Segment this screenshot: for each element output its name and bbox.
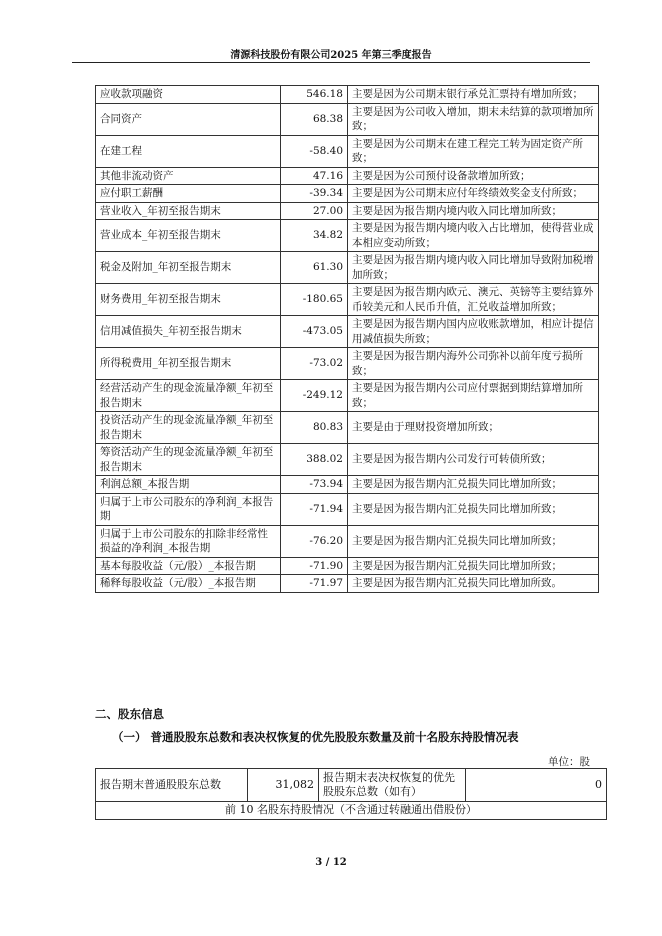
table-row <box>96 135 599 167</box>
item-name: 合同资产 <box>96 103 281 135</box>
change-reason: 主要是因为报告期内海外公司弥补以前年度亏损所致； <box>348 348 599 380</box>
change-percent: -71.90 <box>281 557 348 575</box>
change-percent: -39.34 <box>281 185 348 203</box>
table-row <box>96 493 599 525</box>
table-row <box>96 525 599 557</box>
change-percent: 27.00 <box>281 202 348 220</box>
table-row <box>96 575 599 593</box>
change-reasons-table <box>95 85 599 593</box>
change-percent: -473.05 <box>281 316 348 348</box>
change-reason: 主要是因为报告期内国内应收账款增加，相应计提信用减值损失所致； <box>348 316 599 348</box>
shareholder-summary-table <box>95 768 607 820</box>
table-row <box>96 769 607 802</box>
item-name: 营业成本_年初至报告期末 <box>96 220 281 252</box>
item-name: 营业收入_年初至报告期末 <box>96 202 281 220</box>
table-row <box>96 185 599 203</box>
change-reason: 主要是因为公司收入增加，期末未结算的款项增加所致； <box>348 103 599 135</box>
table-row <box>96 252 599 284</box>
change-reason: 主要是因为公司期末在建工程完工转为固定资产所致； <box>348 135 599 167</box>
change-reason: 主要是因为报告期内境内收入同比增加所致； <box>348 202 599 220</box>
change-reason: 主要是因为报告期内汇兑损失同比增加所致。 <box>348 575 599 593</box>
table-row <box>96 802 607 820</box>
change-percent: -76.20 <box>281 525 348 557</box>
item-name: 应收款项融资 <box>96 86 281 104</box>
change-reason: 主要是因为报告期内境内收入同比增加导致附加税增加所致； <box>348 252 599 284</box>
table-row <box>96 284 599 316</box>
table-row <box>96 380 599 412</box>
total-shareholders-label: 报告期末普通股股东总数 <box>96 769 248 802</box>
item-name: 信用减值损失_年初至报告期末 <box>96 316 281 348</box>
item-name: 应付职工薪酬 <box>96 185 281 203</box>
table-row <box>96 476 599 494</box>
change-reason: 主要是因为报告期内汇兑损失同比增加所致； <box>348 476 599 494</box>
change-reason: 主要是由于理财投资增加所致； <box>348 412 599 444</box>
item-name: 投资活动产生的现金流量净额_年初至报告期末 <box>96 412 281 444</box>
table-row <box>96 202 599 220</box>
change-percent: 61.30 <box>281 252 348 284</box>
change-reason: 主要是因为报告期内公司应付票据到期结算增加所致； <box>348 380 599 412</box>
change-reason: 主要是因为报告期内公司发行可转债所致； <box>348 444 599 476</box>
preferred-shareholders-label: 报告期末表决权恢复的优先股股东总数（如有） <box>319 769 466 802</box>
change-percent: -71.97 <box>281 575 348 593</box>
change-percent: -73.02 <box>281 348 348 380</box>
item-name: 财务费用_年初至报告期末 <box>96 284 281 316</box>
change-percent: 68.38 <box>281 103 348 135</box>
subsection-title: （一） 普通股股东总数和表决权恢复的优先股股东数量及前十名股东持股情况表 <box>112 730 519 744</box>
change-percent: -71.94 <box>281 493 348 525</box>
total-shareholders-value: 31,082 <box>248 769 319 802</box>
change-reason: 主要是因为公司预付设备款增加所致； <box>348 167 599 185</box>
table-row <box>96 220 599 252</box>
item-name: 归属于上市公司股东的扣除非经常性损益的净利润_本报告期 <box>96 525 281 557</box>
change-percent: 34.82 <box>281 220 348 252</box>
table-row <box>96 444 599 476</box>
table-row <box>96 103 599 135</box>
change-percent: -180.65 <box>281 284 348 316</box>
item-name: 基本每股收益（元/股）_本报告期 <box>96 557 281 575</box>
top10-caption: 前 10 名股东持股情况（不含通过转融通出借股份） <box>96 802 607 820</box>
change-percent: -249.12 <box>281 380 348 412</box>
section-title: 二、股东信息 <box>95 707 164 721</box>
page-number: 3 / 12 <box>315 857 347 868</box>
change-percent: 388.02 <box>281 444 348 476</box>
item-name: 所得税费用_年初至报告期末 <box>96 348 281 380</box>
table-row <box>96 167 599 185</box>
change-percent: 546.18 <box>281 86 348 104</box>
item-name: 筹资活动产生的现金流量净额_年初至报告期末 <box>96 444 281 476</box>
table-row <box>96 86 599 104</box>
change-reason: 主要是因为报告期内欧元、澳元、英镑等主要结算外币较美元和人民币升值，汇兑收益增加所致； <box>348 284 599 316</box>
change-reason: 主要是因为报告期内汇兑损失同比增加所致； <box>348 493 599 525</box>
change-reason: 主要是因为报告期内汇兑损失同比增加所致； <box>348 525 599 557</box>
item-name: 在建工程 <box>96 135 281 167</box>
change-reason: 主要是因为公司期末应付年终绩效奖金支付所致； <box>348 185 599 203</box>
table-row <box>96 348 599 380</box>
change-percent: -73.94 <box>281 476 348 494</box>
report-header-title: 清源科技股份有限公司2025 年第三季度报告 <box>230 50 432 61</box>
table-row <box>96 316 599 348</box>
unit-label: 单位：股 <box>548 756 590 768</box>
item-name: 归属于上市公司股东的净利润_本报告期 <box>96 493 281 525</box>
change-percent: -58.40 <box>281 135 348 167</box>
change-reason: 主要是因为报告期内境内收入占比增加，使得营业成本相应变动所致； <box>348 220 599 252</box>
change-reason: 主要是因为报告期内汇兑损失同比增加所致； <box>348 557 599 575</box>
preferred-shareholders-value: 0 <box>466 769 607 802</box>
item-name: 利润总额_本报告期 <box>96 476 281 494</box>
table-row <box>96 412 599 444</box>
item-name: 税金及附加_年初至报告期末 <box>96 252 281 284</box>
header-divider <box>72 62 590 63</box>
change-percent: 47.16 <box>281 167 348 185</box>
item-name: 经营活动产生的现金流量净额_年初至报告期末 <box>96 380 281 412</box>
item-name: 稀释每股收益（元/股）_本报告期 <box>96 575 281 593</box>
change-reason: 主要是因为公司期末银行承兑汇票持有增加所致； <box>348 86 599 104</box>
table-row <box>96 557 599 575</box>
item-name: 其他非流动资产 <box>96 167 281 185</box>
change-percent: 80.83 <box>281 412 348 444</box>
